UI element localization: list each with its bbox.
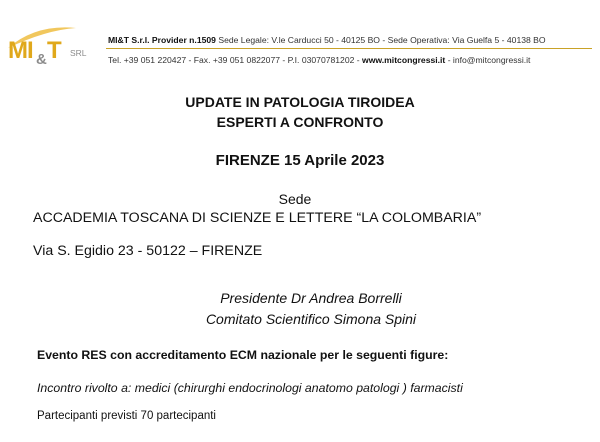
participants-note: Partecipanti previsti 70 partecipanti: [37, 410, 216, 422]
venue-name: ACCADEMIA TOSCANA DI SCIENZE E LETTERE “LA COLOMBARIA”: [33, 210, 482, 226]
event-date: FIRENZE 15 Aprile 2023: [215, 152, 385, 169]
svg-text:SRL: SRL: [70, 48, 87, 58]
svg-text:&: &: [36, 51, 47, 66]
letterhead-line-1: [108, 35, 546, 45]
venue-label: Sede: [278, 191, 312, 207]
company-name: MI&T S.r.l. Provider n.1509: [108, 35, 216, 45]
president-line: Presidente Dr Andrea Borrelli: [220, 290, 402, 306]
company-logo: [6, 22, 102, 66]
document-title-line-1: UPDATE IN PATOLOGIA TIROIDEA: [185, 94, 415, 110]
letterhead-divider: [106, 48, 592, 49]
letterhead-line-2: [108, 55, 530, 65]
accreditation-note: Evento RES con accreditamento ECM nazionale per le seguenti figure:: [37, 348, 449, 362]
venue-address: Via S. Egidio 23 - 50122 – FIRENZE: [33, 243, 263, 259]
committee-line: Comitato Scientifico Simona Spini: [205, 311, 417, 327]
company-contacts: Tel. +39 051 220427 - Fax. +39 051 0822077 - P.I. 03070781202 -: [108, 55, 360, 65]
company-address: Sede Legale: V.le Carducci 50 - 40125 BO - Sede Operativa: Via Guelfa 5 - 40138 BO: [218, 35, 546, 45]
svg-text:T: T: [47, 37, 62, 64]
svg-text:MI: MI: [8, 37, 33, 64]
company-email[interactable]: - info@mitcongressi.it: [447, 55, 531, 65]
company-website-link[interactable]: www.mitcongressi.it: [362, 55, 446, 65]
document-title-line-2: ESPERTI A CONFRONTO: [216, 114, 384, 130]
audience-note: Incontro rivolto a: medici (chirurghi endocrinologi anatomo patologi ) farmacisti: [37, 381, 463, 395]
